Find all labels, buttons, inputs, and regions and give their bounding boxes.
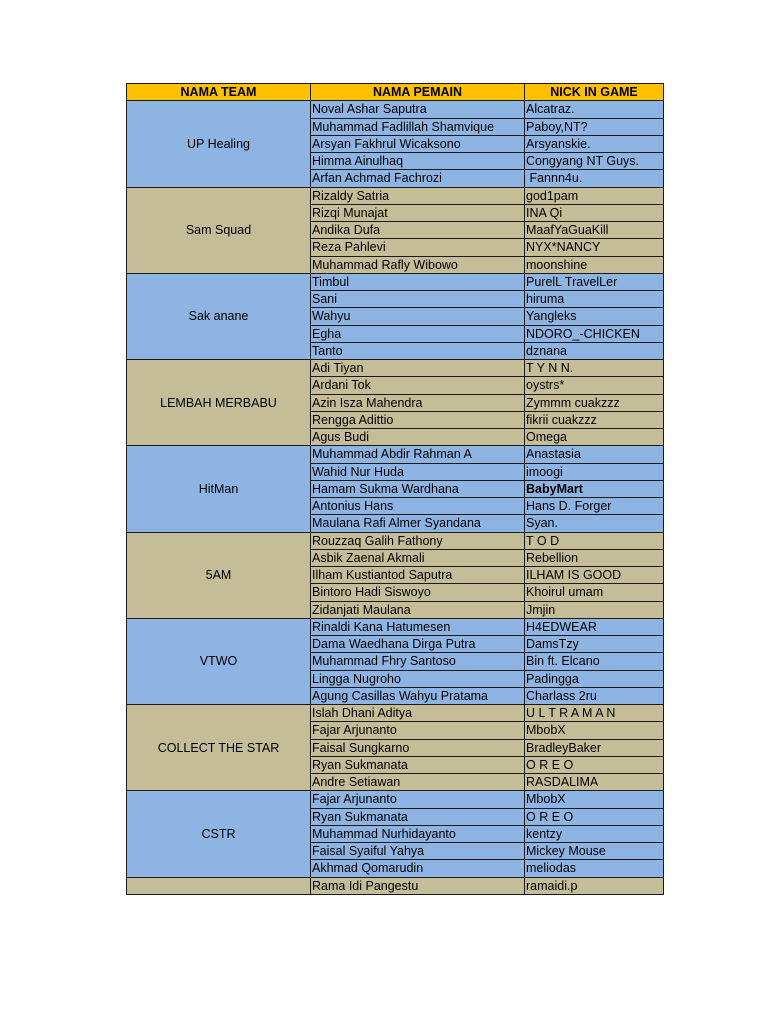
nickname-cell: Rebellion [525, 549, 664, 566]
player-name-cell: Maulana Rafi Almer Syandana [311, 515, 525, 532]
nickname-cell: MaafYaGuaKill [525, 222, 664, 239]
nickname-cell: O R E O [525, 756, 664, 773]
player-name-cell: Arfan Achmad Fachrozi [311, 170, 525, 187]
nickname-cell: Charlass 2ru [525, 687, 664, 704]
nickname-cell: NYX*NANCY [525, 239, 664, 256]
nickname-cell: oystrs* [525, 377, 664, 394]
nickname-cell: kentzy [525, 825, 664, 842]
nickname-cell: imoogi [525, 463, 664, 480]
header-nick: NICK IN GAME [525, 84, 664, 101]
player-name-cell: Noval Ashar Saputra [311, 101, 525, 118]
nickname-cell: BabyMart [525, 480, 664, 497]
nickname-cell: DamsTzy [525, 636, 664, 653]
nickname-cell: ramaidi.p [525, 877, 664, 894]
nickname-cell: RASDALIMA [525, 774, 664, 791]
team-name-cell: CSTR [127, 791, 311, 877]
table-row [127, 791, 664, 808]
player-name-cell: Muhammad Nurhidayanto [311, 825, 525, 842]
player-name-cell: Wahyu [311, 308, 525, 325]
table-row [127, 187, 664, 204]
nickname-cell: Paboy,NT? [525, 118, 664, 135]
nickname-cell: moonshine [525, 256, 664, 273]
player-name-cell: Rama Idi Pangestu [311, 877, 525, 894]
table-row [127, 705, 664, 722]
nickname-cell: INA Qi [525, 204, 664, 221]
table-row [127, 446, 664, 463]
player-name-cell: Hamam Sukma Wardhana [311, 480, 525, 497]
player-name-cell: Antonius Hans [311, 498, 525, 515]
nickname-cell: NDORO_-CHICKEN [525, 325, 664, 342]
nickname-cell: H4EDWEAR [525, 618, 664, 635]
player-name-cell: Azin Isza Mahendra [311, 394, 525, 411]
player-name-cell: Timbul [311, 273, 525, 290]
table-row [127, 360, 664, 377]
player-name-cell: Rouzzaq Galih Fathony [311, 532, 525, 549]
player-name-cell: Himma Ainulhaq [311, 153, 525, 170]
player-name-cell: Rizqi Munajat [311, 204, 525, 221]
nickname-cell: hiruma [525, 291, 664, 308]
nickname-cell: Zymmm cuakzzz [525, 394, 664, 411]
player-name-cell: Islah Dhani Aditya [311, 705, 525, 722]
player-name-cell: Dama Waedhana Dirga Putra [311, 636, 525, 653]
player-name-cell: Wahid Nur Huda [311, 463, 525, 480]
team-name-cell: UP Healing [127, 101, 311, 187]
player-name-cell: Faisal Syaiful Yahya [311, 843, 525, 860]
player-name-cell: Muhammad Abdir Rahman A [311, 446, 525, 463]
player-name-cell: Ilham Kustiantod Saputra [311, 567, 525, 584]
player-name-cell: Andika Dufa [311, 222, 525, 239]
nickname-cell: PurelL TravelLer [525, 273, 664, 290]
nickname-cell: Mickey Mouse [525, 843, 664, 860]
nickname-cell: meliodas [525, 860, 664, 877]
nickname-cell: Fannn4u. [525, 170, 664, 187]
player-name-cell: Egha [311, 325, 525, 342]
nickname-cell: T O D [525, 532, 664, 549]
nickname-cell: Congyang NT Guys. [525, 153, 664, 170]
table-row [127, 618, 664, 635]
header-team: NAMA TEAM [127, 84, 311, 101]
player-name-cell: Lingga Nugroho [311, 670, 525, 687]
nickname-cell: U L T R A M A N [525, 705, 664, 722]
player-name-cell: Rengga Adittio [311, 411, 525, 428]
team-name-cell: Sak anane [127, 273, 311, 359]
nickname-cell: dznana [525, 342, 664, 359]
nickname-cell: O R E O [525, 808, 664, 825]
nickname-cell: MbobX [525, 722, 664, 739]
table-row [127, 532, 664, 549]
team-name-cell: HitMan [127, 446, 311, 532]
player-name-cell: Andre Setiawan [311, 774, 525, 791]
player-name-cell: Fajar Arjunanto [311, 791, 525, 808]
nickname-cell: Hans D. Forger [525, 498, 664, 515]
player-name-cell: Ryan Sukmanata [311, 808, 525, 825]
team-name-cell: 5AM [127, 532, 311, 618]
team-roster-table [126, 83, 664, 895]
nickname-cell: Arsyanskie. [525, 135, 664, 152]
nickname-cell: Omega [525, 429, 664, 446]
nickname-cell: Alcatraz. [525, 101, 664, 118]
player-name-cell: Sani [311, 291, 525, 308]
player-name-cell: Fajar Arjunanto [311, 722, 525, 739]
header-row [127, 84, 664, 101]
team-name-cell: LEMBAH MERBABU [127, 360, 311, 446]
player-name-cell: Muhammad Fadlillah Shamvique [311, 118, 525, 135]
player-name-cell: Asbik Zaenal Akmali [311, 549, 525, 566]
nickname-cell: Syan. [525, 515, 664, 532]
nickname-cell: Yangleks [525, 308, 664, 325]
team-name-cell [127, 877, 311, 894]
player-name-cell: Rinaldi Kana Hatumesen [311, 618, 525, 635]
player-name-cell: Agung Casillas Wahyu Pratama [311, 687, 525, 704]
nickname-cell: god1pam [525, 187, 664, 204]
player-name-cell: Rizaldy Satria [311, 187, 525, 204]
player-name-cell: Muhammad Fhry Santoso [311, 653, 525, 670]
nickname-cell: T Y N N. [525, 360, 664, 377]
player-name-cell: Akhmad Qomarudin [311, 860, 525, 877]
table-row [127, 877, 664, 894]
nickname-cell: ILHAM IS GOOD [525, 567, 664, 584]
nickname-cell: Anastasia [525, 446, 664, 463]
player-name-cell: Ardani Tok [311, 377, 525, 394]
roster-body [127, 101, 664, 895]
team-name-cell: Sam Squad [127, 187, 311, 273]
player-name-cell: Bintoro Hadi Siswoyo [311, 584, 525, 601]
player-name-cell: Faisal Sungkarno [311, 739, 525, 756]
player-name-cell: Adi Tiyan [311, 360, 525, 377]
player-name-cell: Arsyan Fakhrul Wicaksono [311, 135, 525, 152]
player-name-cell: Reza Pahlevi [311, 239, 525, 256]
team-name-cell: VTWO [127, 618, 311, 704]
player-name-cell: Zidanjati Maulana [311, 601, 525, 618]
nickname-cell: BradleyBaker [525, 739, 664, 756]
header-player: NAMA PEMAIN [311, 84, 525, 101]
player-name-cell: Agus Budi [311, 429, 525, 446]
nickname-cell: MbobX [525, 791, 664, 808]
table-row [127, 101, 664, 118]
nickname-cell: Bin ft. Elcano [525, 653, 664, 670]
table-row [127, 273, 664, 290]
player-name-cell: Ryan Sukmanata [311, 756, 525, 773]
player-name-cell: Muhammad Rafly Wibowo [311, 256, 525, 273]
nickname-cell: Padingga [525, 670, 664, 687]
nickname-cell: fikrii cuakzzz [525, 411, 664, 428]
player-name-cell: Tanto [311, 342, 525, 359]
nickname-cell: Jmjin [525, 601, 664, 618]
team-name-cell: COLLECT THE STAR [127, 705, 311, 791]
nickname-cell: Khoirul umam [525, 584, 664, 601]
